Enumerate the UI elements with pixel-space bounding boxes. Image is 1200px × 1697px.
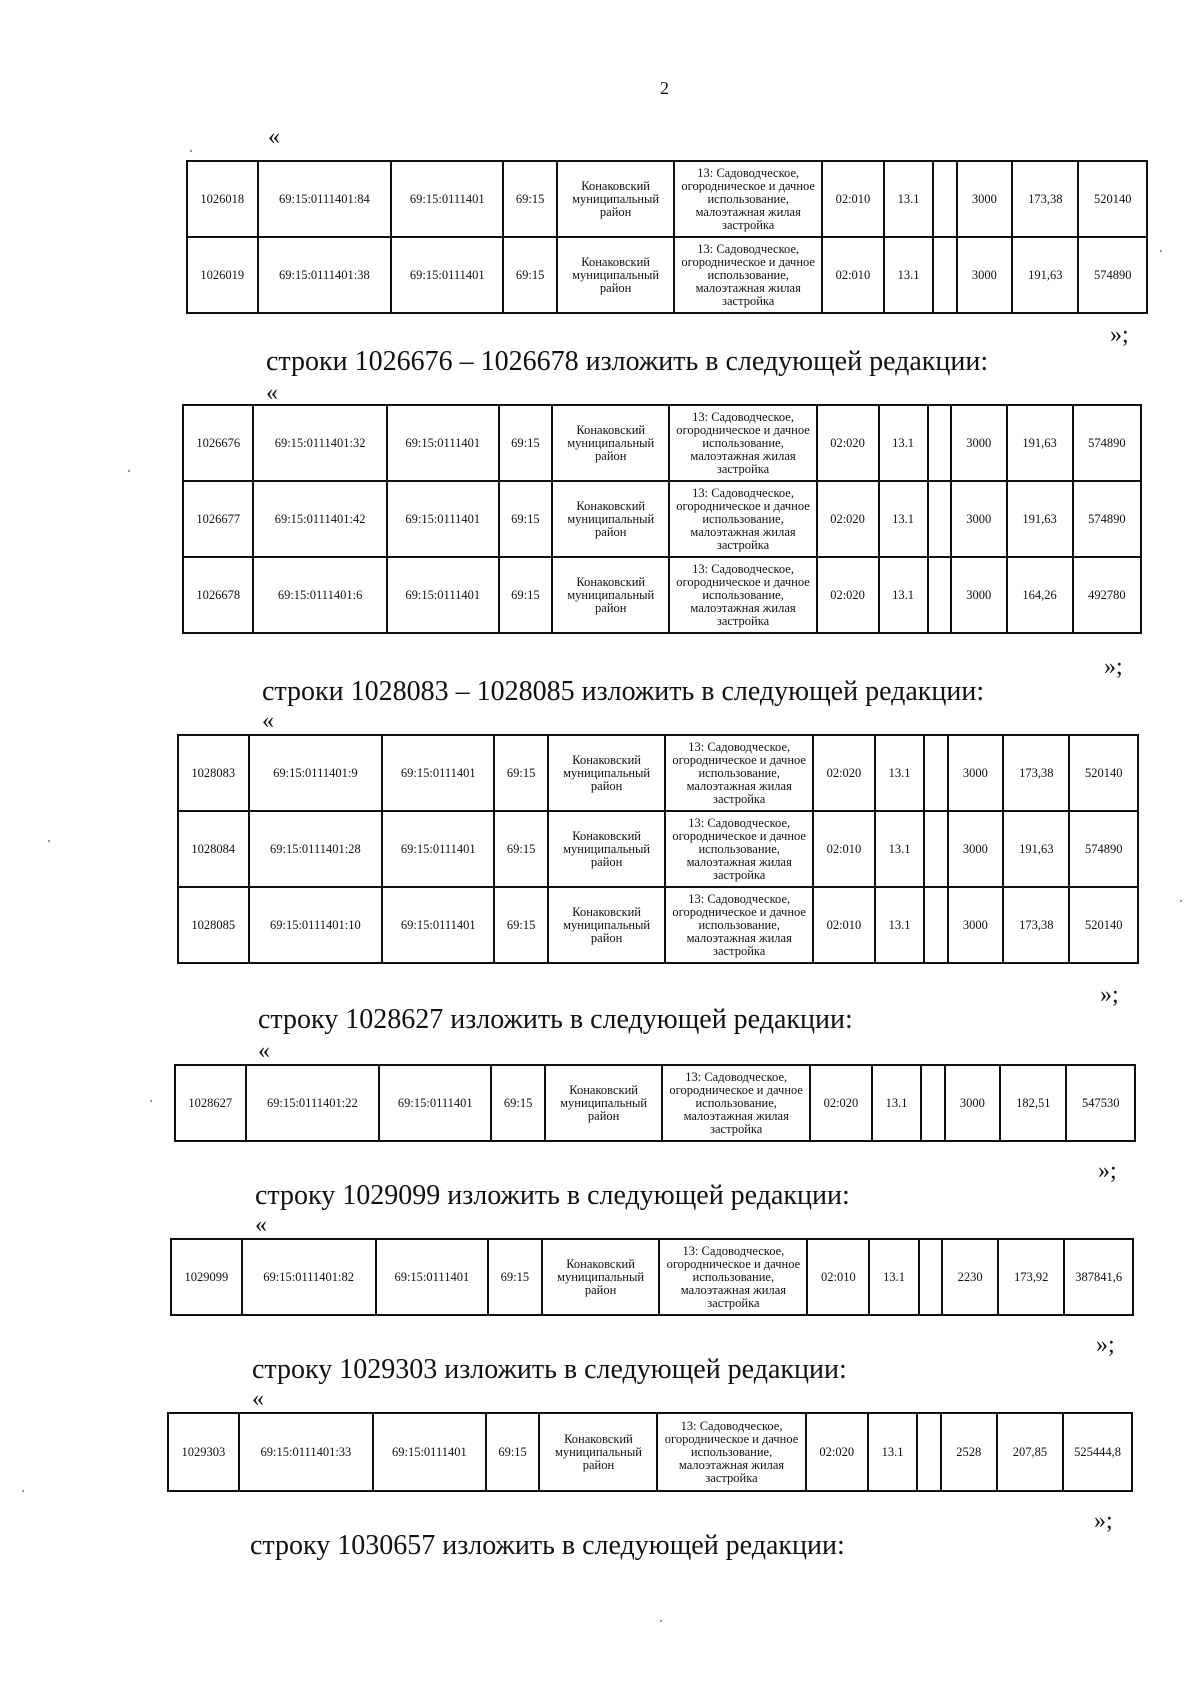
cadastral-quarter-cell: 69:15:0111401	[382, 735, 494, 811]
area-cell: 3000	[951, 405, 1006, 481]
land-use-cell: 13: Садоводческое, огородническое и дачное использование, малоэтажная жилая застройка	[674, 161, 822, 237]
specific-value-cell: 191,63	[1007, 405, 1073, 481]
code-cell: 13.1	[879, 405, 928, 481]
scan-speck	[660, 1620, 662, 1622]
district-code-cell: 69:15	[503, 161, 556, 237]
cadastral-number-cell: 69:15:0111401:33	[239, 1413, 373, 1491]
group-code-cell: 02:020	[817, 405, 879, 481]
close-quote: »;	[1110, 322, 1129, 348]
row-id-cell: 1026676	[183, 405, 253, 481]
cadastral-value-cell: 574890	[1069, 811, 1138, 887]
municipality-cell: Конаковский муниципальный район	[552, 405, 669, 481]
district-code-cell: 69:15	[503, 237, 556, 313]
table-row	[187, 237, 1147, 313]
specific-value-cell: 207,85	[997, 1413, 1064, 1491]
land-use-cell: 13: Садоводческое, огородническое и дачное использование, малоэтажная жилая застройка	[665, 735, 813, 811]
specific-value-cell: 191,63	[1007, 481, 1073, 557]
area-cell: 3000	[957, 237, 1013, 313]
registry-table	[170, 1238, 1134, 1316]
empty-cell	[917, 1413, 941, 1491]
scan-speck	[48, 840, 50, 842]
cadastral-value-cell: 574890	[1078, 237, 1147, 313]
cadastral-number-cell: 69:15:0111401:6	[253, 557, 386, 633]
code-cell: 13.1	[884, 237, 933, 313]
area-cell: 3000	[951, 557, 1006, 633]
group-code-cell: 02:010	[813, 887, 875, 963]
row-id-cell: 1029099	[171, 1239, 242, 1315]
close-quote: »;	[1104, 654, 1123, 680]
code-cell: 13.1	[875, 887, 924, 963]
scan-speck	[150, 1100, 152, 1102]
area-cell: 3000	[948, 887, 1004, 963]
row-id-cell: 1029303	[168, 1413, 239, 1491]
code-cell: 13.1	[872, 1065, 921, 1141]
empty-cell	[933, 237, 957, 313]
land-use-cell: 13: Садоводческое, огородническое и дачное использование, малоэтажная жилая застройка	[659, 1239, 807, 1315]
code-cell: 13.1	[875, 735, 924, 811]
code-cell: 13.1	[879, 557, 928, 633]
group-code-cell: 02:020	[813, 735, 875, 811]
district-code-cell: 69:15	[491, 1065, 544, 1141]
cadastral-number-cell: 69:15:0111401:9	[249, 735, 383, 811]
section-heading: строку 1029099 изложить в следующей редакции:	[255, 1180, 850, 1211]
municipality-cell: Конаковский муниципальный район	[557, 237, 675, 313]
code-cell: 13.1	[869, 1239, 918, 1315]
registry-table	[167, 1412, 1133, 1492]
section-heading: строки 1026676 – 1026678 изложить в следующей редакции:	[266, 346, 989, 377]
close-quote: »;	[1094, 1508, 1113, 1534]
cadastral-quarter-cell: 69:15:0111401	[387, 557, 499, 633]
land-use-cell: 13: Садоводческое, огородническое и дачное использование, малоэтажная жилая застройка	[665, 811, 813, 887]
municipality-cell: Конаковский муниципальный район	[552, 481, 669, 557]
specific-value-cell: 173,38	[1003, 735, 1069, 811]
cadastral-value-cell: 547530	[1066, 1065, 1135, 1141]
specific-value-cell: 182,51	[1000, 1065, 1066, 1141]
group-code-cell: 02:010	[807, 1239, 869, 1315]
open-quote: «	[262, 708, 274, 734]
group-code-cell: 02:010	[822, 237, 884, 313]
cadastral-quarter-cell: 69:15:0111401	[373, 1413, 486, 1491]
code-cell: 13.1	[879, 481, 928, 557]
code-cell: 13.1	[875, 811, 924, 887]
cadastral-value-cell: 574890	[1073, 405, 1141, 481]
table-row	[175, 1065, 1135, 1141]
cadastral-quarter-cell: 69:15:0111401	[387, 481, 499, 557]
empty-cell	[924, 887, 948, 963]
empty-cell	[933, 161, 957, 237]
district-code-cell: 69:15	[494, 887, 547, 963]
table-row	[168, 1413, 1132, 1491]
row-id-cell: 1028083	[178, 735, 249, 811]
group-code-cell: 02:020	[817, 481, 879, 557]
cadastral-quarter-cell: 69:15:0111401	[382, 887, 494, 963]
group-code-cell: 02:020	[817, 557, 879, 633]
municipality-cell: Конаковский муниципальный район	[548, 735, 666, 811]
scan-speck	[1160, 250, 1162, 252]
cadastral-quarter-cell: 69:15:0111401	[387, 405, 499, 481]
cadastral-value-cell: 525444,8	[1063, 1413, 1132, 1491]
row-id-cell: 1026018	[187, 161, 258, 237]
row-id-cell: 1028084	[178, 811, 249, 887]
table-row	[178, 735, 1138, 811]
registry-table	[186, 160, 1148, 314]
empty-cell	[928, 481, 951, 557]
area-cell: 2528	[941, 1413, 997, 1491]
district-code-cell: 69:15	[494, 811, 547, 887]
group-code-cell: 02:010	[813, 811, 875, 887]
district-code-cell: 69:15	[486, 1413, 540, 1491]
specific-value-cell: 173,38	[1003, 887, 1069, 963]
specific-value-cell: 191,63	[1012, 237, 1078, 313]
specific-value-cell: 164,26	[1007, 557, 1073, 633]
row-id-cell: 1028085	[178, 887, 249, 963]
open-quote: «	[268, 124, 280, 150]
scan-speck	[1180, 900, 1182, 902]
cadastral-number-cell: 69:15:0111401:38	[258, 237, 392, 313]
cadastral-value-cell: 387841,6	[1064, 1239, 1133, 1315]
specific-value-cell: 173,38	[1012, 161, 1078, 237]
open-quote: «	[258, 1038, 270, 1064]
area-cell: 3000	[948, 735, 1004, 811]
table-row	[187, 161, 1147, 237]
code-cell: 13.1	[868, 1413, 917, 1491]
land-use-cell: 13: Садоводческое, огородническое и дачное использование, малоэтажная жилая застройка	[657, 1413, 805, 1491]
row-id-cell: 1026677	[183, 481, 253, 557]
group-code-cell: 02:020	[806, 1413, 868, 1491]
section-heading: строку 1029303 изложить в следующей редакции:	[252, 1354, 847, 1385]
row-id-cell: 1026019	[187, 237, 258, 313]
district-code-cell: 69:15	[499, 405, 552, 481]
table-row	[178, 811, 1138, 887]
section-heading: строки 1028083 – 1028085 изложить в следующей редакции:	[262, 676, 985, 707]
area-cell: 3000	[948, 811, 1004, 887]
registry-table	[174, 1064, 1136, 1142]
cadastral-number-cell: 69:15:0111401:84	[258, 161, 392, 237]
close-quote: »;	[1100, 982, 1119, 1008]
group-code-cell: 02:020	[810, 1065, 872, 1141]
row-id-cell: 1028627	[175, 1065, 246, 1141]
municipality-cell: Конаковский муниципальный район	[548, 811, 666, 887]
empty-cell	[919, 1239, 943, 1315]
cadastral-number-cell: 69:15:0111401:10	[249, 887, 383, 963]
area-cell: 3000	[957, 161, 1013, 237]
land-use-cell: 13: Садоводческое, огородническое и дачное использование, малоэтажная жилая застройка	[669, 481, 816, 557]
open-quote: «	[252, 1386, 264, 1412]
registry-table	[182, 404, 1142, 634]
district-code-cell: 69:15	[488, 1239, 542, 1315]
land-use-cell: 13: Садоводческое, огородническое и дачное использование, малоэтажная жилая застройка	[669, 405, 816, 481]
code-cell: 13.1	[884, 161, 933, 237]
table-row	[171, 1239, 1133, 1315]
cadastral-quarter-cell: 69:15:0111401	[391, 237, 503, 313]
group-code-cell: 02:010	[822, 161, 884, 237]
table-row	[183, 405, 1141, 481]
page-number: 2	[660, 78, 669, 98]
land-use-cell: 13: Садоводческое, огородническое и дачное использование, малоэтажная жилая застройка	[669, 557, 816, 633]
specific-value-cell: 191,63	[1003, 811, 1069, 887]
close-quote: »;	[1098, 1158, 1117, 1184]
row-id-cell: 1026678	[183, 557, 253, 633]
empty-cell	[924, 735, 948, 811]
cadastral-number-cell: 69:15:0111401:32	[253, 405, 386, 481]
empty-cell	[928, 557, 951, 633]
cadastral-value-cell: 492780	[1073, 557, 1141, 633]
registry-table	[177, 734, 1139, 964]
cadastral-quarter-cell: 69:15:0111401	[391, 161, 503, 237]
district-code-cell: 69:15	[499, 557, 552, 633]
table-row	[183, 481, 1141, 557]
cadastral-quarter-cell: 69:15:0111401	[379, 1065, 491, 1141]
section-heading: строку 1030657 изложить в следующей редакции:	[250, 1530, 845, 1561]
scan-speck	[22, 1490, 24, 1492]
cadastral-number-cell: 69:15:0111401:22	[246, 1065, 380, 1141]
cadastral-quarter-cell: 69:15:0111401	[382, 811, 494, 887]
municipality-cell: Конаковский муниципальный район	[552, 557, 669, 633]
cadastral-number-cell: 69:15:0111401:28	[249, 811, 383, 887]
municipality-cell: Конаковский муниципальный район	[539, 1413, 657, 1491]
empty-cell	[924, 811, 948, 887]
municipality-cell: Конаковский муниципальный район	[557, 161, 675, 237]
municipality-cell: Конаковский муниципальный район	[545, 1065, 663, 1141]
empty-cell	[921, 1065, 945, 1141]
cadastral-number-cell: 69:15:0111401:82	[242, 1239, 376, 1315]
table-row	[183, 557, 1141, 633]
cadastral-number-cell: 69:15:0111401:42	[253, 481, 386, 557]
area-cell: 2230	[942, 1239, 998, 1315]
municipality-cell: Конаковский муниципальный район	[542, 1239, 660, 1315]
specific-value-cell: 173,92	[998, 1239, 1064, 1315]
land-use-cell: 13: Садоводческое, огородническое и дачное использование, малоэтажная жилая застройка	[665, 887, 813, 963]
scan-speck	[128, 470, 130, 472]
district-code-cell: 69:15	[494, 735, 547, 811]
cadastral-value-cell: 520140	[1078, 161, 1147, 237]
cadastral-quarter-cell: 69:15:0111401	[376, 1239, 488, 1315]
land-use-cell: 13: Садоводческое, огородническое и дачное использование, малоэтажная жилая застройка	[662, 1065, 810, 1141]
area-cell: 3000	[951, 481, 1006, 557]
open-quote: «	[255, 1212, 267, 1238]
municipality-cell: Конаковский муниципальный район	[548, 887, 666, 963]
cadastral-value-cell: 520140	[1069, 735, 1138, 811]
scan-speck	[190, 150, 192, 152]
land-use-cell: 13: Садоводческое, огородническое и дачное использование, малоэтажная жилая застройка	[674, 237, 822, 313]
cadastral-value-cell: 574890	[1073, 481, 1141, 557]
district-code-cell: 69:15	[499, 481, 552, 557]
close-quote: »;	[1096, 1332, 1115, 1358]
cadastral-value-cell: 520140	[1069, 887, 1138, 963]
open-quote: «	[266, 380, 278, 406]
empty-cell	[928, 405, 951, 481]
table-row	[178, 887, 1138, 963]
section-heading: строку 1028627 изложить в следующей редакции:	[258, 1004, 853, 1035]
area-cell: 3000	[945, 1065, 1001, 1141]
